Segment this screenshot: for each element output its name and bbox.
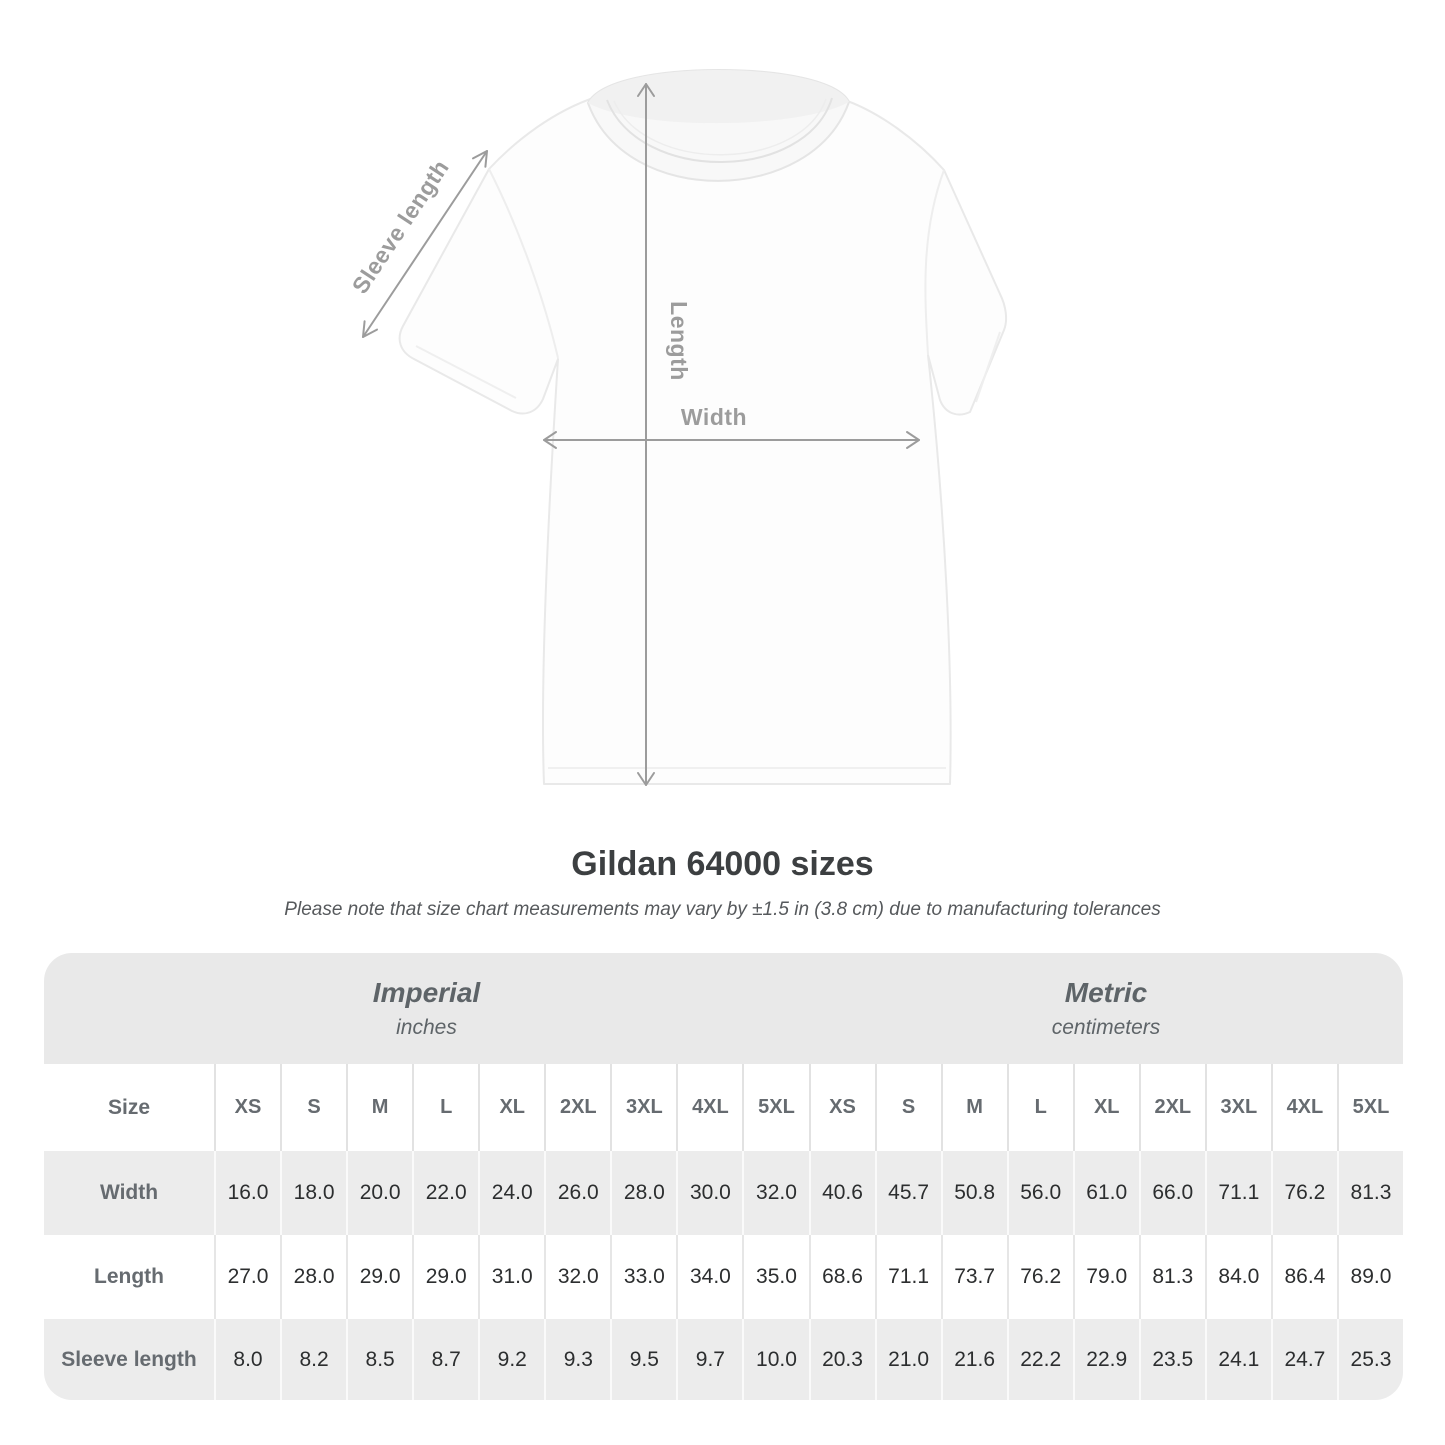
width-imperial-3xl: 28.0 [610,1151,676,1235]
sleeve-metric-l: 22.2 [1007,1319,1073,1400]
unit-header-row [44,953,1403,1064]
length-metric-2xl: 81.3 [1139,1235,1205,1319]
size-col-metric-4xl: 4XL [1271,1064,1337,1151]
width-label: Width [680,404,748,430]
length-imperial-l: 29.0 [412,1235,478,1319]
size-col-imperial-3xl: 3XL [610,1064,676,1151]
width-imperial-l: 22.0 [412,1151,478,1235]
sleeve-metric-xl: 22.9 [1073,1319,1139,1400]
sleeve-imperial-s: 8.2 [280,1319,346,1400]
size-col-metric-xl: XL [1073,1064,1139,1151]
length-imperial-xs: 27.0 [214,1235,280,1319]
sleeve-imperial-2xl: 9.3 [544,1319,610,1400]
width-imperial-m: 20.0 [346,1151,412,1235]
imperial-title: Imperial [372,977,481,1008]
length-metric-s: 71.1 [875,1235,941,1319]
size-col-imperial-m: M [346,1064,412,1151]
row-label-width: Width [99,1181,159,1204]
sleeve-metric-3xl: 24.1 [1205,1319,1271,1400]
tolerance-note: Please note that size chart measurements may vary by ±1.5 in (3.8 cm) due to manufacturing tolerances [284,899,1161,921]
sleeve-metric-s: 21.0 [875,1319,941,1400]
imperial-unit: inches [396,1016,457,1039]
sleeve-metric-m: 21.6 [941,1319,1007,1400]
length-imperial-2xl: 32.0 [544,1235,610,1319]
size-col-imperial-2xl: 2XL [544,1064,610,1151]
sleeve-imperial-3xl: 9.5 [610,1319,676,1400]
width-imperial-5xl: 32.0 [742,1151,808,1235]
width-imperial-2xl: 26.0 [544,1151,610,1235]
size-col-imperial-xl: XL [478,1064,544,1151]
sleeve-metric-2xl: 23.5 [1139,1319,1205,1400]
size-col-metric-l: L [1007,1064,1073,1151]
size-col-metric-5xl: 5XL [1337,1064,1403,1151]
length-label: Length [666,301,692,381]
table-row-sleeve-length [44,1319,1403,1400]
metric-title: Metric [1064,977,1148,1008]
sleeve-imperial-l: 8.7 [412,1319,478,1400]
length-imperial-5xl: 35.0 [742,1235,808,1319]
size-col-imperial-s: S [280,1064,346,1151]
length-metric-xs: 68.6 [809,1235,875,1319]
length-imperial-4xl: 34.0 [676,1235,742,1319]
size-chart-table [44,953,1403,1400]
sleeve-imperial-5xl: 10.0 [742,1319,808,1400]
row-label-length: Length [94,1265,164,1288]
metric-unit: centimeters [1051,1016,1161,1039]
imperial-unit-header [44,953,809,1064]
sleeve-imperial-xl: 9.2 [478,1319,544,1400]
sleeve-imperial-xs: 8.0 [214,1319,280,1400]
table-row-length [44,1235,1403,1319]
size-col-metric-2xl: 2XL [1139,1064,1205,1151]
sleeve-metric-4xl: 24.7 [1271,1319,1337,1400]
sleeve-metric-xs: 20.3 [809,1319,875,1400]
sleeve-imperial-4xl: 9.7 [676,1319,742,1400]
length-metric-l: 76.2 [1007,1235,1073,1319]
width-metric-5xl: 81.3 [1337,1151,1403,1235]
row-label-sleeve-length: Sleeve length [61,1347,197,1371]
length-metric-m: 73.7 [941,1235,1007,1319]
length-metric-xl: 79.0 [1073,1235,1139,1319]
size-col-metric-xs: XS [809,1064,875,1151]
width-metric-xs: 40.6 [809,1151,875,1235]
metric-unit-header [809,953,1403,1064]
width-metric-xl: 61.0 [1073,1151,1139,1235]
length-imperial-m: 29.0 [346,1235,412,1319]
size-col-metric-3xl: 3XL [1205,1064,1271,1151]
width-metric-4xl: 76.2 [1271,1151,1337,1235]
width-metric-s: 45.7 [875,1151,941,1235]
width-metric-m: 50.8 [941,1151,1007,1235]
length-imperial-xl: 31.0 [478,1235,544,1319]
length-metric-3xl: 84.0 [1205,1235,1271,1319]
size-col-metric-s: S [875,1064,941,1151]
length-metric-5xl: 89.0 [1337,1235,1403,1319]
width-metric-l: 56.0 [1007,1151,1073,1235]
width-imperial-s: 18.0 [280,1151,346,1235]
width-metric-2xl: 66.0 [1139,1151,1205,1235]
size-header-label: Size [107,1095,151,1119]
length-imperial-s: 28.0 [280,1235,346,1319]
size-col-imperial-4xl: 4XL [676,1064,742,1151]
size-col-imperial-5xl: 5XL [742,1064,808,1151]
sleeve-metric-5xl: 25.3 [1337,1319,1403,1400]
length-imperial-3xl: 33.0 [610,1235,676,1319]
sleeve-imperial-m: 8.5 [346,1319,412,1400]
length-metric-4xl: 86.4 [1271,1235,1337,1319]
size-col-imperial-xs: XS [214,1064,280,1151]
width-imperial-xl: 24.0 [478,1151,544,1235]
size-col-imperial-l: L [412,1064,478,1151]
size-header-row [44,1064,1403,1151]
table-row-width [44,1151,1403,1235]
sleeve-length-label: Sleeve length [346,154,454,299]
page-title: Gildan 64000 sizes [571,845,874,883]
size-col-metric-m: M [941,1064,1007,1151]
title-block [0,846,1445,921]
width-metric-3xl: 71.1 [1205,1151,1271,1235]
width-imperial-xs: 16.0 [214,1151,280,1235]
width-imperial-4xl: 30.0 [676,1151,742,1235]
